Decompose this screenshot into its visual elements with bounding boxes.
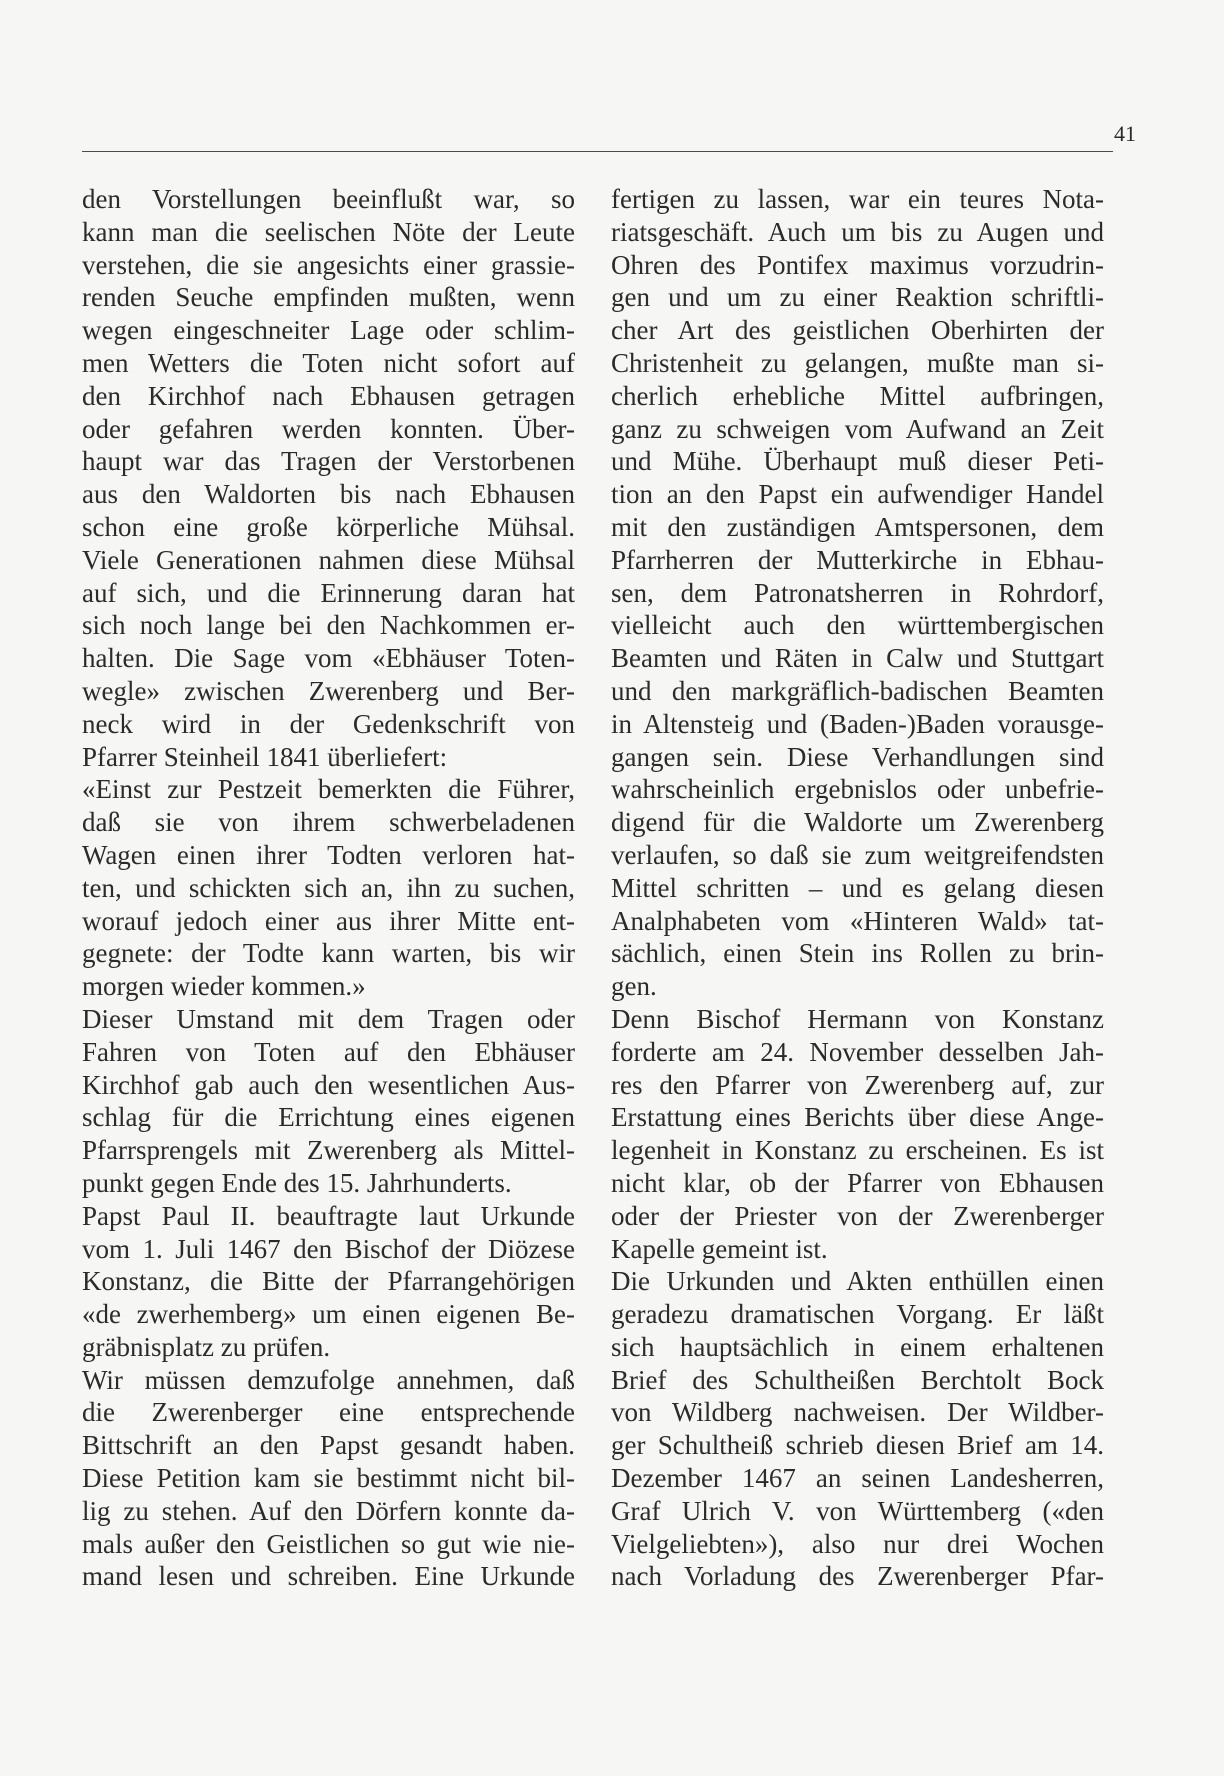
text-line: von Wildberg nachweisen. Der Wildber- [611, 1397, 1104, 1428]
text-line: Papst Paul II. beauftragte laut Urkunde [82, 1200, 575, 1231]
text-line: punkt gegen Ende des 15. Jahrhunderts. [82, 1167, 512, 1198]
text-line: Die Urkunden und Akten enthüllen einen [611, 1266, 1104, 1297]
text-line: den Vorstellungen beeinflußt war, so [82, 184, 575, 214]
text-line: gangen sein. Diese Verhandlungen sind [611, 741, 1104, 772]
text-line: Dieser Umstand mit dem Tragen oder [82, 1003, 575, 1034]
text-line: Analphabeten vom «Hinteren Wald» tat- [611, 905, 1104, 936]
text-line: geradezu dramatischen Vorgang. Er läßt [611, 1299, 1104, 1330]
text-line: Diese Petition kam sie bestimmt nicht bil- [82, 1463, 575, 1494]
text-line: res den Pfarrer von Zwerenberg auf, zur [611, 1069, 1104, 1100]
text-line: neck wird in der Gedenkschrift von [82, 708, 575, 739]
text-line: Fahren von Toten auf den Ebhäuser [82, 1036, 575, 1067]
text-line: Viele Generationen nahmen diese Mühsal [82, 544, 575, 575]
text-line: Erstattung eines Berichts über diese Ange- [611, 1102, 1104, 1133]
text-line: Kirchhof gab auch den wesentlichen Aus- [82, 1069, 575, 1100]
text-line: sich noch lange bei den Nachkommen er- [82, 610, 575, 641]
text-line: cherlich erhebliche Mittel aufbringen, [611, 380, 1104, 411]
text-line: mit den zuständigen Amtspersonen, dem [611, 511, 1104, 542]
text-line: den Kirchhof nach Ebhausen getragen [82, 380, 575, 411]
text-line: ganz zu schweigen vom Aufwand an Zeit [611, 413, 1104, 444]
text-line: wegle» zwischen Zwerenberg und Ber- [82, 675, 575, 706]
text-line: oder der Priester von der Zwerenberger [611, 1200, 1104, 1231]
text-line: schon eine große körperliche Mühsal. [82, 511, 575, 542]
text-line: worauf jedoch einer aus ihrer Mitte ent- [82, 905, 575, 936]
text-line: verstehen, die sie angesichts einer grassie- [82, 249, 575, 280]
text-line: und den markgräflich-badischen Beamten [611, 675, 1104, 706]
text-line: riatsgeschäft. Auch um bis zu Augen und [611, 216, 1104, 247]
text-line: haupt war das Tragen der Verstorbenen [82, 446, 575, 477]
page-number: 41 [1114, 121, 1136, 146]
text-line: in Altensteig und (Baden-)Baden vorausge- [611, 708, 1104, 739]
text-line: lig zu stehen. Auf den Dörfern konnte da- [82, 1495, 575, 1526]
text-line: oder gefahren werden konnten. Über- [82, 413, 575, 444]
text-line: halten. Die Sage vom «Ebhäuser Toten- [82, 643, 575, 674]
text-line: cher Art des geistlichen Oberhirten der [611, 315, 1104, 346]
text-line: Vielgeliebten»), also nur drei Wochen [611, 1528, 1104, 1559]
text-line: verlaufen, so daß sie zum weitgreifendsten [611, 839, 1104, 870]
text-line: mand lesen und schreiben. Eine Urkunde [82, 1561, 575, 1592]
text-line: nicht klar, ob der Pfarrer von Ebhausen [611, 1167, 1104, 1198]
text-line: Pfarrsprengels mit Zwerenberg als Mittel- [82, 1135, 575, 1166]
text-line: wegen eingeschneiter Lage oder schlim- [82, 315, 575, 346]
text-line: men Wetters die Toten nicht sofort auf [82, 347, 575, 378]
text-line: aus den Waldorten bis nach Ebhausen [82, 479, 575, 510]
text-line: sen, dem Patronatsherren in Rohrdorf, [611, 577, 1104, 608]
text-line: digend für die Waldorte um Zwerenberg [611, 807, 1104, 838]
text-line: gräbnisplatz zu prüfen. [82, 1331, 331, 1362]
text-line: vom 1. Juli 1467 den Bischof der Diözese [82, 1233, 575, 1264]
text-line: Wagen einen ihrer Todten verloren hat- [82, 839, 575, 870]
text-line: und Mühe. Überhaupt muß dieser Peti- [611, 446, 1104, 477]
text-line: gen und um zu einer Reaktion schriftli- [611, 282, 1104, 313]
text-line: fertigen zu lassen, war ein teures Nota- [611, 184, 1104, 214]
text-line: Wir müssen demzufolge annehmen, daß [82, 1364, 575, 1395]
text-line: Denn Bischof Hermann von Konstanz [611, 1003, 1104, 1034]
text-line: Mittel schritten – und es gelang diesen [611, 872, 1104, 903]
text-line: schlag für die Errichtung eines eigenen [82, 1102, 575, 1133]
text-line: Pfarrer Steinheil 1841 überliefert: [82, 741, 448, 772]
text-line: Bittschrift an den Papst gesandt haben. [82, 1430, 575, 1461]
text-line: gen. [611, 971, 657, 1002]
text-line: Graf Ulrich V. von Württemberg («den [611, 1495, 1104, 1526]
text-line: renden Seuche empfinden mußten, wenn [82, 282, 575, 313]
text-line: ger Schultheiß schrieb diesen Brief am 14. [611, 1430, 1104, 1461]
text-line: die Zwerenberger eine entsprechende [82, 1397, 575, 1428]
text-line: wahrscheinlich ergebnislos oder unbefrie- [611, 774, 1104, 805]
text-line: morgen wieder kommen.» [82, 971, 366, 1002]
text-line: Beamten und Räten in Calw und Stuttgart [611, 643, 1104, 674]
text-line: sächlich, einen Stein ins Rollen zu brin- [611, 938, 1104, 969]
text-line: forderte am 24. November desselben Jah- [611, 1036, 1104, 1067]
text-line: Dezember 1467 an seinen Landesherren, [611, 1463, 1104, 1494]
text-line: «de zwerhemberg» um einen eigenen Be- [82, 1299, 575, 1330]
text-line: gegnete: der Todte kann warten, bis wir [82, 938, 575, 969]
text-line: Ohren des Pontifex maximus vorzudrin- [611, 249, 1104, 280]
text-line: Brief des Schultheißen Berchtolt Bock [611, 1364, 1104, 1395]
text-line: legenheit in Konstanz zu erscheinen. Es ist [611, 1135, 1104, 1166]
header-rule [82, 151, 1113, 152]
text-line: vielleicht auch den württembergischen [611, 610, 1104, 641]
right-column [611, 183, 1104, 1593]
text-line: nach Vorladung des Zwerenberger Pfar- [611, 1561, 1104, 1592]
text-line: «Einst zur Pestzeit bemerkten die Führer, [82, 774, 575, 805]
text-line: mals außer den Geistlichen so gut wie nie- [82, 1528, 575, 1559]
text-line: kann man die seelischen Nöte der Leute [82, 216, 575, 247]
text-line: sich hauptsächlich in einem erhaltenen [611, 1331, 1104, 1362]
text-line: Konstanz, die Bitte der Pfarrangehörigen [82, 1266, 575, 1297]
left-column [82, 183, 575, 1593]
text-line: daß sie von ihrem schwerbeladenen [82, 807, 575, 838]
text-line: ten, und schickten sich an, ihn zu suchen, [82, 872, 575, 903]
text-line: Christenheit zu gelangen, mußte man si- [611, 347, 1104, 378]
text-line: tion an den Papst ein aufwendiger Handel [611, 479, 1104, 510]
text-line: auf sich, und die Erinnerung daran hat [82, 577, 575, 608]
text-line: Pfarrherren der Mutterkirche in Ebhau- [611, 544, 1104, 575]
text-line: Kapelle gemeint ist. [611, 1233, 828, 1264]
